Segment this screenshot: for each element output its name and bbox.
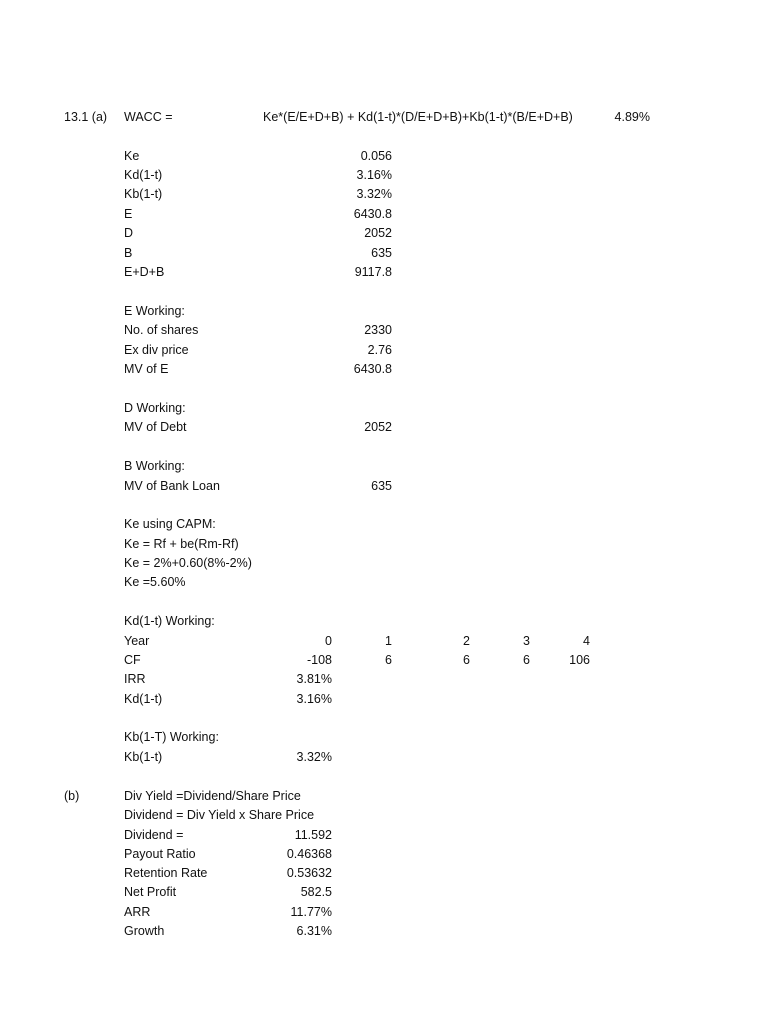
year-cell: 1 <box>385 634 392 648</box>
cf-cell: 6 <box>523 653 530 667</box>
section-heading <box>0 728 768 747</box>
row-label: MV of E <box>124 362 169 376</box>
cf-row <box>0 651 768 670</box>
capm-result: Ke =5.60% <box>124 575 186 589</box>
row-value: 582.5 <box>300 885 332 899</box>
part-b-row <box>0 903 768 922</box>
cf-cell: 6 <box>463 653 470 667</box>
row-value: 11.77% <box>290 905 332 919</box>
e-working-row <box>0 360 768 379</box>
section-heading <box>0 515 768 534</box>
input-row <box>0 244 768 263</box>
section-heading <box>0 302 768 321</box>
section-heading <box>0 399 768 418</box>
row-label: Net Profit <box>124 885 177 899</box>
capm-formula: Ke = Rf + be(Rm-Rf) <box>124 537 239 551</box>
row-value: 6.31% <box>296 924 332 938</box>
kb-working-heading: Kb(1-T) Working: <box>124 730 219 744</box>
kd-row <box>0 690 768 709</box>
part-b-row <box>0 806 768 825</box>
kd-working-heading: Kd(1-t) Working: <box>124 614 215 628</box>
row-value: 6430.8 <box>353 362 392 376</box>
ke-capm-line <box>0 535 768 554</box>
row-value: 0.46368 <box>286 847 332 861</box>
year-cell: 2 <box>463 634 470 648</box>
kb-label: Kb(1-t) <box>124 750 163 764</box>
kb-row <box>0 748 768 767</box>
year-cell: 0 <box>325 634 332 648</box>
input-label: Ke <box>124 149 140 163</box>
cf-cell: 6 <box>385 653 392 667</box>
part-b-row <box>0 922 768 941</box>
input-row <box>0 147 768 166</box>
input-value: 2052 <box>364 226 392 240</box>
part-b-row <box>0 826 768 845</box>
question-number: 13.1 (a) <box>64 110 108 124</box>
cf-cell: -108 <box>306 653 332 667</box>
e-working-heading: E Working: <box>124 304 185 318</box>
input-row <box>0 205 768 224</box>
wacc-row <box>0 108 768 127</box>
d-working-row <box>0 418 768 437</box>
input-label: E <box>124 207 133 221</box>
part-b-row <box>0 787 768 806</box>
row-value: 2052 <box>364 420 392 434</box>
input-label: Kb(1-t) <box>124 187 163 201</box>
d-working-heading: D Working: <box>124 401 186 415</box>
cf-label: CF <box>124 653 141 667</box>
div-yield-line: Div Yield =Dividend/Share Price <box>124 789 301 803</box>
row-label: MV of Bank Loan <box>124 479 220 493</box>
year-label: Year <box>124 634 150 648</box>
row-label: ARR <box>124 905 151 919</box>
part-b-row <box>0 845 768 864</box>
input-value: 9117.8 <box>354 265 392 279</box>
row-label: Dividend = <box>124 828 184 842</box>
row-value: 635 <box>371 479 392 493</box>
section-heading <box>0 612 768 631</box>
part-b-number: (b) <box>64 789 80 803</box>
row-label: MV of Debt <box>124 420 187 434</box>
input-value: 635 <box>371 246 392 260</box>
irr-value: 3.81% <box>296 672 332 686</box>
wacc-label: WACC = <box>124 110 173 124</box>
kd-value: 3.16% <box>296 692 332 706</box>
input-row <box>0 166 768 185</box>
year-cell: 3 <box>523 634 530 648</box>
input-label: B <box>124 246 133 260</box>
input-row <box>0 185 768 204</box>
kd-label: Kd(1-t) <box>124 692 163 706</box>
input-row <box>0 224 768 243</box>
ke-capm-line <box>0 573 768 592</box>
input-label: Kd(1-t) <box>124 168 163 182</box>
row-value: 11.592 <box>294 828 332 842</box>
wacc-formula: Ke*(E/E+D+B) + Kd(1-t)*(D/E+D+B)+Kb(1-t)*(B/E+D+B) <box>263 110 573 124</box>
cf-cell: 106 <box>569 653 590 667</box>
b-working-heading: B Working: <box>124 459 185 473</box>
year-cell: 4 <box>583 634 590 648</box>
irr-label: IRR <box>124 672 146 686</box>
capm-substitution: Ke = 2%+0.60(8%-2%) <box>124 556 252 570</box>
row-value: 0.53632 <box>286 866 332 880</box>
input-value: 3.32% <box>356 187 392 201</box>
b-working-row <box>0 477 768 496</box>
year-row <box>0 632 768 651</box>
input-row <box>0 263 768 282</box>
row-value: 2.76 <box>367 343 392 357</box>
section-heading <box>0 457 768 476</box>
ke-capm-heading: Ke using CAPM: <box>124 517 216 531</box>
irr-row <box>0 670 768 689</box>
input-value: 6430.8 <box>353 207 392 221</box>
row-label: Ex div price <box>124 343 189 357</box>
input-value: 3.16% <box>356 168 392 182</box>
kb-value: 3.32% <box>296 750 332 764</box>
input-label: E+D+B <box>124 265 165 279</box>
row-label: No. of shares <box>124 323 199 337</box>
row-label: Payout Ratio <box>124 847 196 861</box>
e-working-row <box>0 321 768 340</box>
row-value: 2330 <box>364 323 392 337</box>
row-label: Retention Rate <box>124 866 208 880</box>
e-working-row <box>0 341 768 360</box>
input-value: 0.056 <box>360 149 392 163</box>
part-b-row <box>0 883 768 902</box>
input-label: D <box>124 226 134 240</box>
row-label: Growth <box>124 924 165 938</box>
part-b-row <box>0 864 768 883</box>
wacc-result: 4.89% <box>614 110 650 124</box>
ke-capm-line <box>0 554 768 573</box>
dividend-formula-line: Dividend = Div Yield x Share Price <box>124 808 315 822</box>
